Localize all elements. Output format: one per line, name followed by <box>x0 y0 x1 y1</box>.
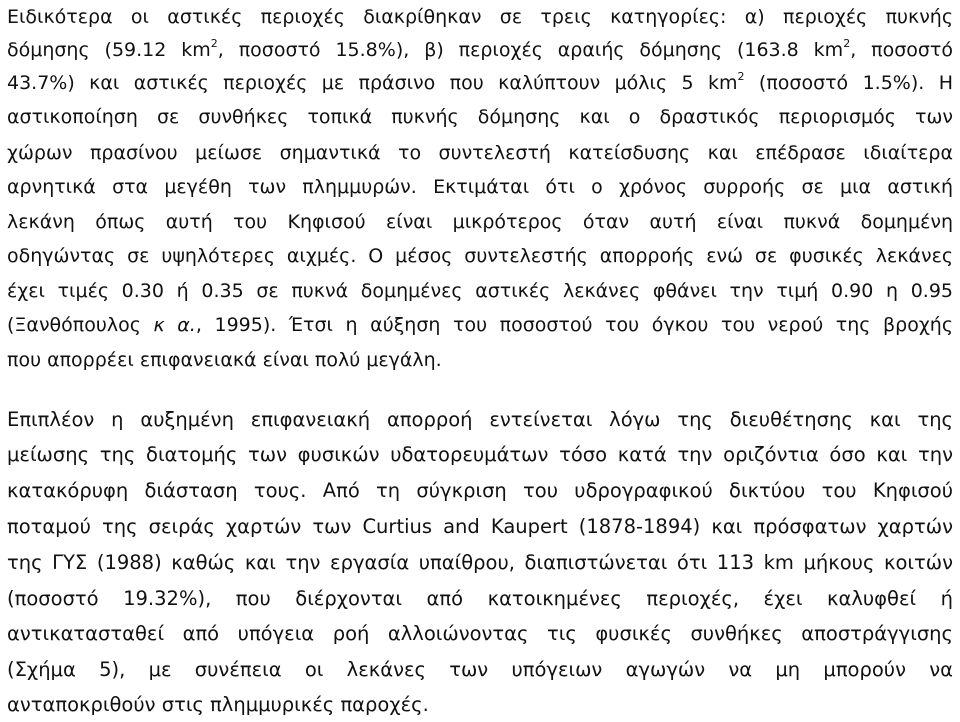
paragraph-2-line-1: Επιπλέον η αυξημένη επιφανειακή απορροή εντείνεται λόγω της διευθέτησης και της <box>7 408 953 431</box>
italic-text: κ α. <box>153 314 196 336</box>
paragraph-1-line-7: λεκάνη όπως αυτή του Κηφισού είναι μικρότερος όταν αυτή είναι πυκνά δομημένη <box>7 211 953 233</box>
paragraph-2-line-6: (ποσοστό 19.32%), που διέρχονται από κατοικημένες περιοχές, έχει καλυφθεί ή <box>7 587 953 610</box>
paragraph-1-line-1: Ειδικότερα οι αστικές περιοχές διακρίθηκαν σε τρεις κατηγορίες: α) περιοχές πυκνής <box>7 6 953 28</box>
paragraph-2-line-5: της ΓΥΣ (1988) καθώς και την εργασία υπαίθρου, διαπιστώνεται ότι 113 km μήκους κοιτών <box>7 551 953 574</box>
superscript: 2 <box>843 37 851 50</box>
paragraph-2-line-8: (Σχήμα 5), με συνέπεια οι λεκάνες των υπόγειων αγωγών να μη μπορούν να <box>7 658 953 681</box>
superscript: 2 <box>737 70 745 83</box>
paragraph-2-line-4: ποταμού της σειράς χαρτών των Curtius and Kaupert (1878-1894) και πρόσφατων χαρτών <box>7 515 953 538</box>
paragraph-1-line-4: αστικοποίηση σε συνθήκες τοπικά πυκνής δόμησης και ο δραστικός περιορισμός των <box>7 106 953 128</box>
paragraph-1-line-3: 43.7%) και αστικές περιοχές με πράσινο που καλύπτουν μόλις 5 $km^2$ (ποσοστό 1.5%). Η <box>7 70 953 94</box>
paragraph-1-line-10: (Ξανθόπουλος κ α., 1995). Έτσι η αύξηση του ποσοστού του όγκου του νερού της βροχής <box>7 314 954 336</box>
paragraph-1-line-6: αρνητικά στα μεγέθη των πλημμυρών. Εκτιμάται ότι ο χρόνος συρροής σε μια αστική <box>7 176 953 198</box>
paragraph-1-line-11: που απορρέει επιφανειακά είναι πολύ μεγάλη. <box>7 349 442 371</box>
paragraph-1-line-8: οδηγώντας σε υψηλότερες αιχμές. Ο μέσος συντελεστής απορροής ενώ σε φυσικές λεκάνες <box>7 245 953 267</box>
paragraph-2-line-3: κατακόρυφη διάσταση τους. Από τη σύγκριση του υδρογραφικού δικτύου του Κηφισού <box>7 479 953 502</box>
paragraph-2-line-7: αντικατασταθεί από υπόγεια ροή αλλοιώνοντας τις φυσικές συνθήκες αποστράγγισης <box>7 622 953 645</box>
superscript: 2 <box>210 37 218 50</box>
paragraph-2-line-9: ανταποκριθούν στις πλημμυρικές παροχές. <box>7 693 429 716</box>
paragraph-1-line-5: χώρων πρασίνου μείωσε σημαντικά το συντελεστή κατείσδυσης και επέδρασε ιδιαίτερα <box>7 142 953 164</box>
paragraph-2-line-2: μείωσης της διατομής των φυσικών υδατορευμάτων τόσο κατά την οριζόντια όσο και την <box>7 443 953 466</box>
paragraph-1-line-2: δόμησης (59.12 $km^2$, ποσοστό 15.8%), β) περιοχές αραιής δόμησης (163.8 $km^2$, ποσοστό <box>7 37 953 61</box>
paragraph-1-line-9: έχει τιμές 0.30 ή 0.35 σε πυκνά δομημένες αστικές λεκάνες φθάνει την τιμή 0.90 η 0.95 <box>7 280 953 302</box>
